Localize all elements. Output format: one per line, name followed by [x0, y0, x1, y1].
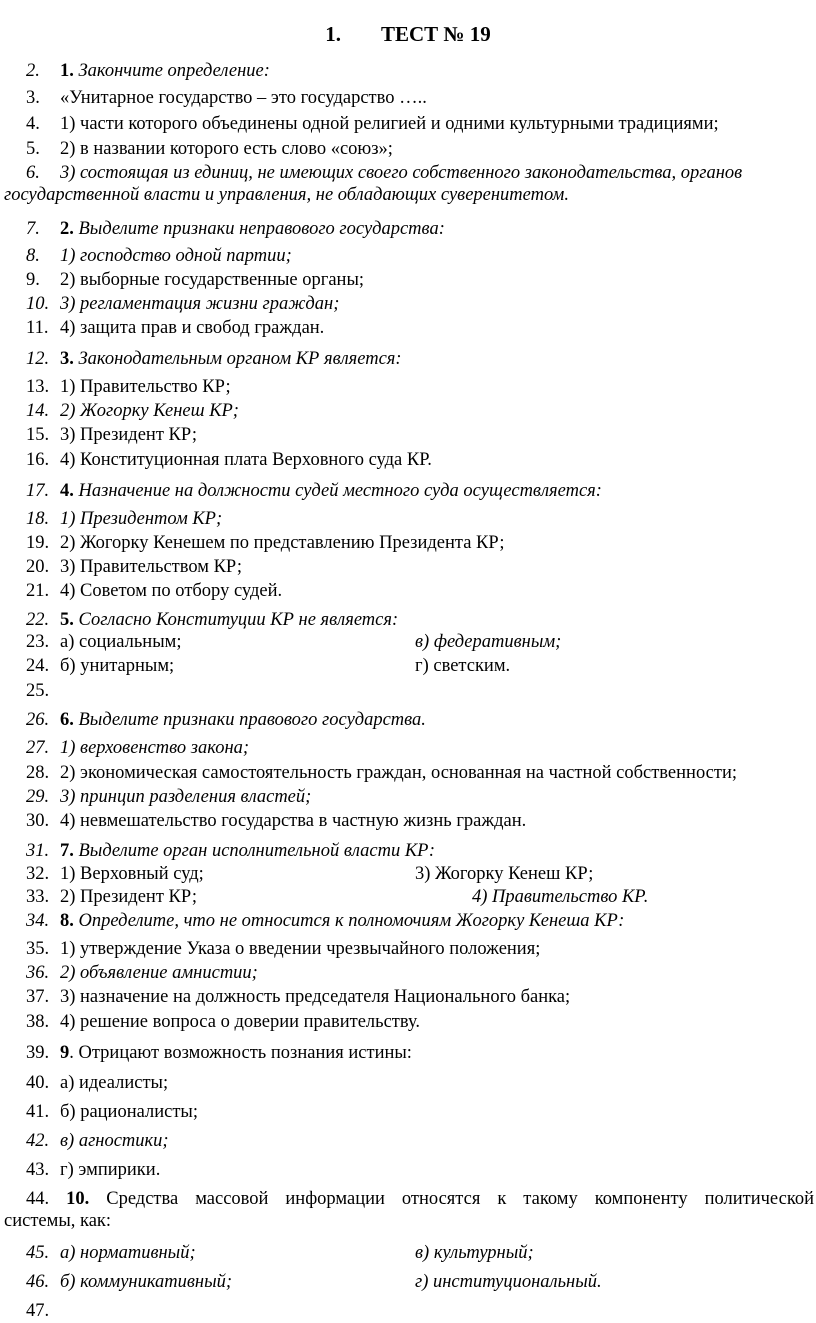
line-text: 4) Конституционная плата Верховного суда КР. — [60, 450, 432, 470]
line-text: 4) невмешательство государства в частную жизнь граждан. — [60, 811, 527, 831]
line-text: 2) выборные государственные органы; — [60, 270, 365, 290]
page-title — [0, 22, 816, 47]
line-text: б) унитарным; — [60, 656, 175, 676]
text-line — [26, 424, 812, 446]
line-number: 20. — [26, 557, 50, 577]
line-number: 31. — [26, 841, 50, 861]
text-line — [26, 508, 812, 530]
question-number: 1. — [60, 61, 74, 81]
line-text: 2) в названии которого есть слово «союз»; — [60, 139, 393, 159]
line-text: 1) верховенство закона; — [60, 738, 250, 758]
line-number: 25. — [26, 681, 50, 701]
line-text: государственной власти и управления, не обладающих суверенитетом. — [4, 185, 569, 205]
answer-option-column-2: 4) Правительство КР. — [472, 887, 649, 907]
line-text: 1) господство одной партии; — [60, 246, 292, 266]
text-line — [26, 655, 812, 677]
line-text: 1) Президентом КР; — [60, 509, 223, 529]
line-text: в) агностики; — [60, 1131, 169, 1151]
line-number: 33. — [26, 887, 50, 907]
line-number: 16. — [26, 450, 50, 470]
line-number: 37. — [26, 987, 50, 1007]
line-text: 2) объявление амнистии; — [60, 963, 258, 983]
line-number: 4. — [26, 114, 40, 134]
text-line — [26, 245, 812, 267]
text-line — [26, 1271, 812, 1293]
text-line — [26, 580, 812, 602]
line-number: 12. — [26, 349, 50, 369]
line-number: 21. — [26, 581, 50, 601]
line-number: 40. — [26, 1073, 50, 1093]
line-text: 4) защита прав и свобод граждан. — [60, 318, 325, 338]
line-number: 2. — [26, 61, 40, 81]
text-line — [26, 910, 812, 932]
answer-option-column-2: в) федеративным; — [415, 632, 562, 652]
line-text: 1) Правительство КР; — [60, 377, 231, 397]
line-number: 32. — [26, 864, 50, 884]
line-text: а) нормативный; — [60, 1243, 196, 1263]
text-line — [26, 737, 812, 759]
question-number: 7. — [60, 841, 74, 861]
question-text: Выделите признаки правового государства. — [73, 710, 426, 730]
text-line — [26, 317, 812, 339]
text-line — [26, 1188, 814, 1210]
question-text: Средства массовой информации относятся к такому компоненту политической — [89, 1189, 815, 1209]
line-number: 17. — [26, 481, 50, 501]
text-line — [26, 886, 812, 908]
question-text: . Отрицают возможность познания истины: — [69, 1043, 412, 1063]
line-number: 26. — [26, 710, 50, 730]
text-line — [26, 938, 812, 960]
line-text: б) коммуникативный; — [60, 1272, 233, 1292]
line-text: б) рационалисты; — [60, 1102, 198, 1122]
answer-option-column-2: г) институциональный. — [415, 1272, 602, 1292]
question-text: Назначение на должности судей местного суда осуществляется: — [73, 481, 602, 501]
text-line — [4, 184, 812, 206]
text-line — [26, 376, 812, 398]
line-text: 3) Президент КР; — [60, 425, 197, 445]
line-text: а) идеалисты; — [60, 1073, 169, 1093]
line-text: системы, как: — [4, 1211, 112, 1231]
text-line — [26, 400, 812, 422]
line-number: 8. — [26, 246, 40, 266]
question-text: Законодательным органом КР является: — [73, 349, 402, 369]
line-number: 15. — [26, 425, 50, 445]
line-number: 9. — [26, 270, 40, 290]
line-text: 2) Жогорку Кенешем по представлению Президента КР; — [60, 533, 505, 553]
text-line — [26, 162, 802, 184]
line-number: 14. — [26, 401, 50, 421]
text-line — [26, 1300, 812, 1322]
line-text: «Унитарное государство – это государство ….. — [60, 88, 427, 108]
line-text: 3) регламентация жизни граждан; — [60, 294, 340, 314]
text-line — [26, 60, 812, 82]
question-number: 6. — [60, 710, 74, 730]
line-number: 6. — [26, 163, 40, 183]
line-number: 27. — [26, 738, 50, 758]
question-text: Определите, что не относится к полномочиям Жогорку Кенеша КР: — [73, 911, 625, 931]
line-text: 3) принцип разделения властей; — [60, 787, 312, 807]
line-text: 3) назначение на должность председателя Национального банка; — [60, 987, 571, 1007]
text-line — [26, 631, 812, 653]
question-number: 9 — [60, 1043, 70, 1063]
text-line — [26, 480, 812, 502]
line-number: 30. — [26, 811, 50, 831]
question-number: 3. — [60, 349, 74, 369]
line-number: 47. — [26, 1301, 50, 1321]
text-line — [26, 1130, 812, 1152]
line-number: 3. — [26, 88, 40, 108]
question-text: Выделите признаки неправового государства: — [73, 219, 445, 239]
line-text: 1) части которого объединены одной религией и одними культурными традициями; — [60, 114, 719, 134]
line-number: 22. — [26, 610, 50, 630]
text-line — [26, 810, 812, 832]
line-number: 23. — [26, 632, 50, 652]
question-number: 8. — [60, 911, 74, 931]
line-number: 45. — [26, 1243, 50, 1263]
line-number: 13. — [26, 377, 50, 397]
line-number: 19. — [26, 533, 50, 553]
text-line — [26, 218, 812, 240]
line-number: 18. — [26, 509, 50, 529]
line-number: 29. — [26, 787, 50, 807]
answer-option-column-2: г) светским. — [415, 656, 511, 676]
text-line — [26, 269, 812, 291]
line-number: 38. — [26, 1012, 50, 1032]
line-number: 28. — [26, 763, 50, 783]
text-line — [26, 348, 812, 370]
line-text: 3) состоящая из единиц, не имеющих своего собственного законодательства, органов — [60, 163, 743, 183]
text-line — [26, 449, 812, 471]
line-number: 39. — [26, 1043, 50, 1063]
question-number: 5. — [60, 610, 74, 630]
answer-option-column-2: в) культурный; — [415, 1243, 534, 1263]
title-text: ТЕСТ № 19 — [380, 22, 491, 46]
text-line — [26, 709, 812, 731]
text-line — [26, 1242, 812, 1264]
line-number: 44. — [26, 1189, 50, 1209]
line-text: 2) экономическая самостоятельность граждан, основанная на частной собственности; — [60, 763, 737, 783]
text-line — [26, 1042, 812, 1064]
text-line — [26, 762, 812, 784]
line-number: 42. — [26, 1131, 50, 1151]
line-text: 2) Жогорку Кенеш КР; — [60, 401, 239, 421]
line-number: 35. — [26, 939, 50, 959]
answer-option-column-2: 3) Жогорку Кенеш КР; — [415, 864, 594, 884]
text-line — [26, 863, 812, 885]
text-line — [4, 1210, 812, 1232]
text-line — [26, 680, 812, 702]
question-text: Закончите определение: — [73, 61, 270, 81]
text-line — [26, 532, 812, 554]
line-text: г) эмпирики. — [60, 1160, 161, 1180]
line-number: 41. — [26, 1102, 50, 1122]
question-number: 10. — [66, 1189, 90, 1209]
line-number: 43. — [26, 1160, 50, 1180]
line-number: 36. — [26, 963, 50, 983]
text-line — [26, 1011, 812, 1033]
question-number: 4. — [60, 481, 74, 501]
line-text: 4) решение вопроса о доверии правительству. — [60, 1012, 421, 1032]
line-text: а) социальным; — [60, 632, 182, 652]
line-text: 3) Правительством КР; — [60, 557, 243, 577]
text-line — [26, 87, 812, 109]
text-line — [26, 1159, 812, 1181]
title-number: 1. — [325, 22, 341, 46]
line-number: 5. — [26, 139, 40, 159]
question-number: 2. — [60, 219, 74, 239]
text-line — [26, 556, 812, 578]
text-line — [26, 609, 812, 631]
text-line — [26, 840, 812, 862]
line-text: 2) Президент КР; — [60, 887, 197, 907]
text-line — [26, 113, 812, 135]
text-line — [26, 1101, 812, 1123]
line-text: 1) утверждение Указа о введении чрезвычайного положения; — [60, 939, 541, 959]
line-number: 10. — [26, 294, 50, 314]
text-line — [26, 962, 812, 984]
line-text: 1) Верховный суд; — [60, 864, 204, 884]
text-line — [26, 293, 812, 315]
question-text: Согласно Конституции КР не является: — [73, 610, 399, 630]
line-number: 34. — [26, 911, 50, 931]
text-line — [26, 986, 812, 1008]
line-number: 46. — [26, 1272, 50, 1292]
line-number: 11. — [26, 318, 49, 338]
question-text: Выделите орган исполнительной власти КР: — [73, 841, 436, 861]
line-number: 7. — [26, 219, 40, 239]
line-number: 24. — [26, 656, 50, 676]
text-line — [26, 138, 812, 160]
line-text: 4) Советом по отбору судей. — [60, 581, 283, 601]
text-line — [26, 1072, 812, 1094]
text-line — [26, 786, 812, 808]
